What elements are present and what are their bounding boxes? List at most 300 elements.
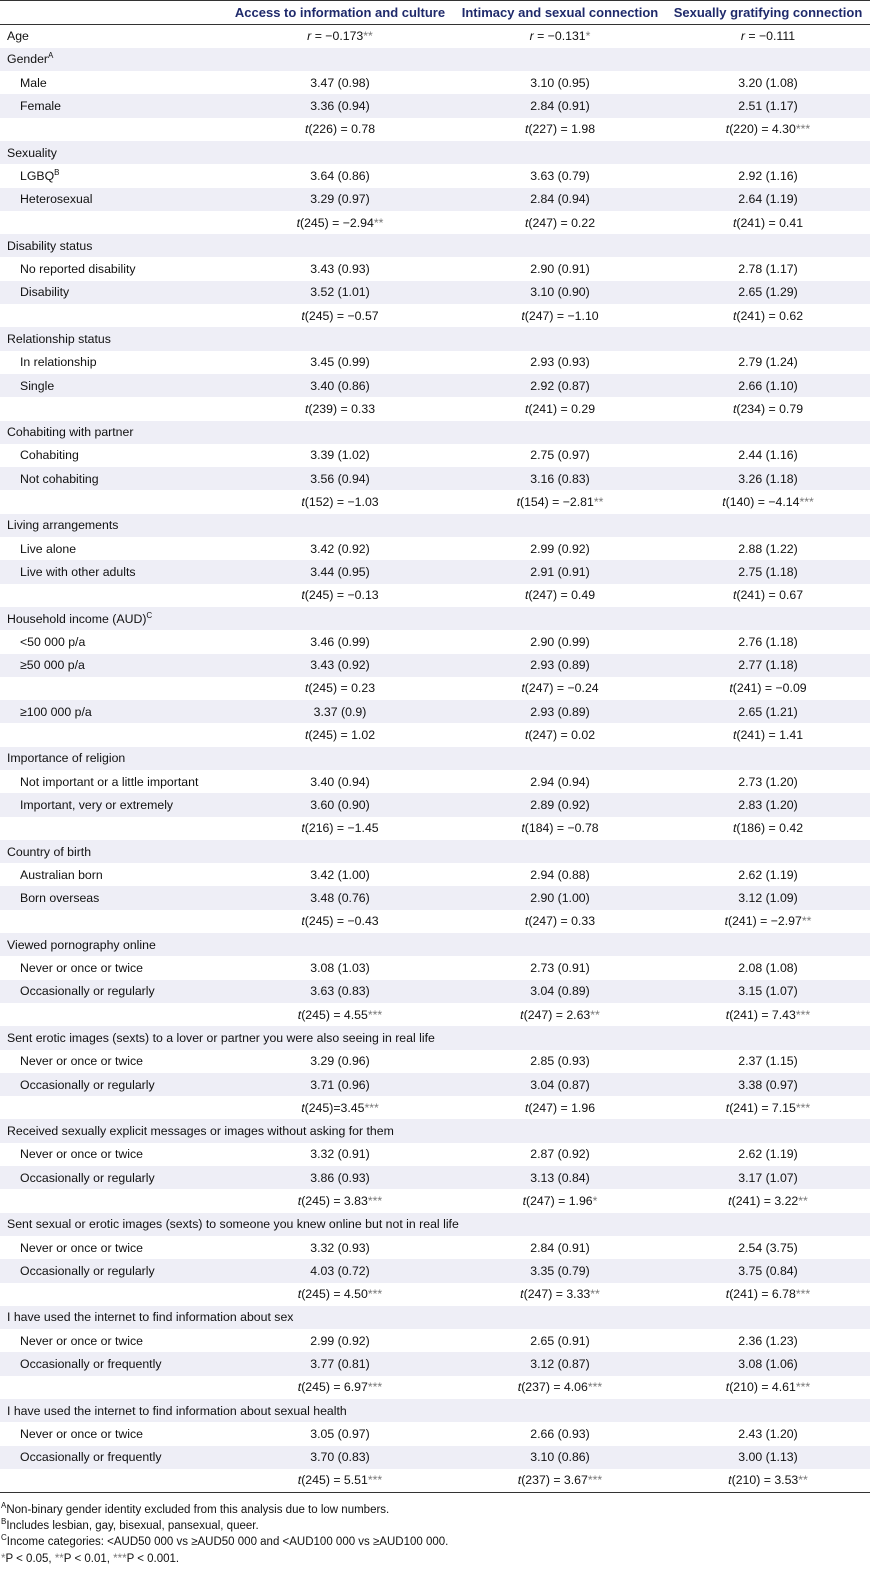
cell-col-1: t(239) = 0.33 bbox=[304, 401, 376, 416]
footnote-text: Non-binary gender identity excluded from this analysis due to low numbers. bbox=[6, 1504, 390, 1516]
row-label bbox=[0, 1352, 226, 1375]
cell-col-3: 3.12 (1.09) bbox=[738, 891, 798, 906]
cell-col-1: 3.42 (1.00) bbox=[310, 867, 370, 882]
cell-col-1: 3.42 (0.92) bbox=[310, 541, 370, 556]
row-label bbox=[0, 1283, 226, 1306]
cell-col-2 bbox=[454, 1119, 666, 1142]
row-label-text: Received sexually explicit messages or images without asking for them bbox=[7, 1124, 394, 1139]
row-label-text: Single bbox=[20, 378, 55, 393]
cell-col-2: t(227) = 1.98 bbox=[524, 122, 596, 137]
cell-col-1: t(245) = −0.57 bbox=[301, 308, 379, 323]
row-label bbox=[0, 677, 226, 700]
cell-col-1: t(245) = 3.83*** bbox=[297, 1193, 383, 1208]
table-row bbox=[0, 257, 870, 280]
table-row bbox=[0, 397, 870, 420]
table-row bbox=[0, 630, 870, 653]
cell-col-3: t(220) = 4.30*** bbox=[725, 122, 811, 137]
cell-col-3: t(234) = 0.79 bbox=[732, 401, 804, 416]
cell-col-1: t(245) = −0.13 bbox=[301, 588, 379, 603]
cell-col-2: 3.35 (0.79) bbox=[530, 1263, 590, 1278]
row-label bbox=[0, 1166, 226, 1189]
cell-col-1 bbox=[226, 747, 454, 770]
cell-col-2: t(154) = −2.81** bbox=[516, 495, 604, 510]
cell-col-1: 3.46 (0.99) bbox=[310, 634, 370, 649]
table-row bbox=[0, 1119, 870, 1142]
cell-col-3: 3.15 (1.07) bbox=[738, 984, 798, 999]
cell-col-1 bbox=[226, 514, 454, 537]
row-section-label bbox=[0, 840, 226, 863]
cell-col-1: t(245) = −2.94** bbox=[296, 215, 384, 230]
cell-col-2 bbox=[454, 234, 666, 257]
cell-col-3: 2.65 (1.21) bbox=[738, 704, 798, 719]
cell-col-2: 3.13 (0.84) bbox=[530, 1170, 590, 1185]
table-row bbox=[0, 94, 870, 117]
cell-col-2: 2.92 (0.87) bbox=[530, 378, 590, 393]
cell-col-1: t(245) = 4.50*** bbox=[297, 1287, 383, 1302]
row-section-label bbox=[0, 48, 226, 71]
cell-col-3 bbox=[666, 1026, 870, 1049]
row-label bbox=[0, 537, 226, 560]
row-label-text: Disability bbox=[20, 285, 70, 300]
table-row bbox=[0, 886, 870, 909]
cell-col-3: 2.73 (1.20) bbox=[738, 774, 798, 789]
cell-col-3: 2.78 (1.17) bbox=[738, 262, 798, 277]
row-label-text: Occasionally or regularly bbox=[20, 1077, 155, 1092]
table-row bbox=[0, 793, 870, 816]
row-label bbox=[0, 1073, 226, 1096]
row-label bbox=[0, 1189, 226, 1212]
cell-col-2 bbox=[454, 141, 666, 164]
cell-col-2: 3.16 (0.83) bbox=[530, 471, 590, 486]
row-label-text: Living arrangements bbox=[7, 518, 119, 533]
row-section-label bbox=[0, 1026, 435, 1049]
cell-col-2 bbox=[454, 514, 666, 537]
table-row bbox=[0, 421, 870, 444]
cell-col-3 bbox=[666, 747, 870, 770]
table-row bbox=[0, 1213, 870, 1236]
cell-col-2: t(247) = 0.33 bbox=[524, 914, 596, 929]
row-label-text: Cohabiting bbox=[20, 448, 79, 463]
cell-col-3: 2.75 (1.18) bbox=[738, 564, 798, 579]
cell-col-2 bbox=[454, 1213, 666, 1236]
table-row bbox=[0, 607, 870, 630]
cell-col-3 bbox=[666, 1119, 870, 1142]
table-row bbox=[0, 723, 870, 746]
cell-col-1: 3.47 (0.98) bbox=[310, 75, 370, 90]
cell-col-3 bbox=[666, 840, 870, 863]
row-label bbox=[0, 467, 226, 490]
row-label-text: Live alone bbox=[20, 541, 77, 556]
table-row bbox=[0, 48, 870, 71]
cell-col-2 bbox=[454, 933, 666, 956]
row-label-text: Male bbox=[20, 75, 47, 90]
cell-col-2: t(184) = −0.78 bbox=[521, 821, 599, 836]
row-label-text: Never or once or twice bbox=[20, 961, 144, 976]
table-row bbox=[0, 910, 870, 933]
cell-col-3 bbox=[666, 933, 870, 956]
cell-col-1: 3.77 (0.81) bbox=[310, 1357, 370, 1372]
cell-col-1: 3.29 (0.97) bbox=[310, 192, 370, 207]
row-label-text: Never or once or twice bbox=[20, 1426, 144, 1441]
cell-col-2: 2.65 (0.91) bbox=[530, 1333, 590, 1348]
cell-col-1 bbox=[226, 933, 454, 956]
table-row bbox=[0, 281, 870, 304]
cell-col-2: 3.10 (0.90) bbox=[530, 285, 590, 300]
cell-col-2: 2.93 (0.89) bbox=[530, 704, 590, 719]
cell-col-1: 3.43 (0.93) bbox=[310, 262, 370, 277]
table-row bbox=[0, 1376, 870, 1399]
cell-col-3 bbox=[666, 514, 870, 537]
table-row bbox=[0, 327, 870, 350]
cell-col-2: 3.10 (0.95) bbox=[530, 75, 590, 90]
row-label-text: Household income (AUD) bbox=[7, 611, 147, 626]
table-row bbox=[0, 1026, 870, 1049]
row-label-text: No reported disability bbox=[20, 262, 136, 277]
cell-col-3 bbox=[666, 234, 870, 257]
row-label-text: Never or once or twice bbox=[20, 1054, 144, 1069]
table-row bbox=[0, 770, 870, 793]
cell-col-2 bbox=[454, 421, 666, 444]
cell-col-1: t(245) = 6.97*** bbox=[297, 1380, 383, 1395]
cell-col-1: 3.36 (0.94) bbox=[310, 99, 370, 114]
row-label bbox=[0, 1469, 226, 1492]
cell-col-3: t(140) = −4.14*** bbox=[722, 495, 814, 510]
footnote-marker: B bbox=[54, 167, 60, 177]
table-row bbox=[0, 490, 870, 513]
cell-col-2: t(237) = 3.67*** bbox=[454, 1469, 666, 1492]
cell-col-1 bbox=[226, 421, 454, 444]
header-stub bbox=[0, 1, 226, 25]
row-label bbox=[0, 1050, 226, 1073]
footnote-line bbox=[1, 1502, 861, 1518]
cell-col-2: 3.12 (0.87) bbox=[530, 1357, 590, 1372]
cell-col-2 bbox=[454, 1026, 666, 1049]
row-label-text: Disability status bbox=[7, 238, 93, 253]
cell-col-2: t(247) = 0.49 bbox=[524, 588, 596, 603]
cell-col-3: 2.76 (1.18) bbox=[738, 634, 798, 649]
cell-col-2: 2.93 (0.89) bbox=[530, 658, 590, 673]
cell-col-2: 2.94 (0.88) bbox=[530, 867, 590, 882]
cell-col-3 bbox=[666, 1213, 870, 1236]
table-row bbox=[0, 118, 870, 141]
row-label bbox=[0, 188, 226, 211]
footnote-text: Includes lesbian, gay, bisexual, pansexual, queer. bbox=[6, 1520, 259, 1533]
cell-col-2: 2.90 (0.99) bbox=[530, 634, 590, 649]
cell-col-1 bbox=[226, 607, 454, 630]
row-label bbox=[0, 1236, 226, 1259]
table-row bbox=[0, 1259, 870, 1282]
header-row bbox=[0, 1, 870, 25]
row-label bbox=[0, 886, 226, 909]
cell-col-2: 2.85 (0.93) bbox=[530, 1054, 590, 1069]
table-row bbox=[0, 1446, 870, 1469]
row-section-label bbox=[0, 421, 226, 444]
row-label-text: Heterosexual bbox=[20, 192, 93, 207]
cell-col-3: t(241) = 7.43*** bbox=[725, 1007, 811, 1022]
cell-col-3: r = −0.111 bbox=[740, 29, 796, 44]
table-row bbox=[0, 1073, 870, 1096]
table-row bbox=[0, 1306, 870, 1329]
cell-col-3: 2.88 (1.22) bbox=[738, 541, 798, 556]
row-label-text: Cohabiting with partner bbox=[7, 425, 134, 440]
cell-col-2: t(247) = 0.02 bbox=[524, 728, 596, 743]
table-row bbox=[0, 188, 870, 211]
table-row bbox=[0, 1050, 870, 1073]
row-section-label bbox=[0, 327, 226, 350]
footnote-line bbox=[1, 1551, 861, 1567]
row-label bbox=[0, 956, 226, 979]
cell-col-2: 2.89 (0.92) bbox=[530, 797, 590, 812]
row-label bbox=[0, 1259, 226, 1282]
row-label bbox=[0, 118, 226, 141]
cell-col-1: 3.40 (0.94) bbox=[310, 774, 370, 789]
row-label bbox=[0, 654, 226, 677]
cell-col-3: 2.51 (1.17) bbox=[738, 99, 798, 114]
row-section-label bbox=[0, 1213, 459, 1236]
cell-col-1: 3.39 (1.02) bbox=[310, 448, 370, 463]
row-label bbox=[0, 257, 226, 280]
cell-col-1: 3.71 (0.96) bbox=[310, 1077, 370, 1092]
row-section-label bbox=[0, 933, 226, 956]
header-access-to-information: Access to information and culture bbox=[226, 1, 454, 25]
row-label bbox=[0, 584, 226, 607]
cell-col-3: t(241) = 7.15*** bbox=[725, 1100, 811, 1115]
cell-col-1: 3.64 (0.86) bbox=[310, 168, 370, 183]
row-label-text: I have used the internet to find information about sexual health bbox=[7, 1403, 347, 1418]
cell-col-3: 3.38 (0.97) bbox=[738, 1077, 798, 1092]
row-label bbox=[0, 1329, 226, 1352]
cell-col-2: 2.99 (0.92) bbox=[530, 541, 590, 556]
row-label-text: Never or once or twice bbox=[20, 1333, 144, 1348]
cell-col-3: t(241) = 0.41 bbox=[732, 215, 804, 230]
table-row bbox=[0, 1096, 870, 1119]
table-header bbox=[0, 1, 870, 25]
row-label bbox=[0, 281, 226, 304]
footnote-line bbox=[1, 1518, 861, 1534]
row-section-label bbox=[0, 747, 226, 770]
cell-col-2: 2.84 (0.91) bbox=[530, 99, 590, 114]
row-section-label bbox=[0, 607, 226, 630]
cell-col-2 bbox=[454, 747, 666, 770]
table-row bbox=[0, 304, 870, 327]
cell-col-1: t(216) = −1.45 bbox=[301, 821, 379, 836]
table-row bbox=[0, 1189, 870, 1212]
table-row bbox=[0, 537, 870, 560]
table-row bbox=[0, 1143, 870, 1166]
row-section-label bbox=[0, 141, 226, 164]
row-label bbox=[0, 444, 226, 467]
row-label bbox=[0, 374, 226, 397]
cell-col-2: t(247) = −0.24 bbox=[521, 681, 599, 696]
cell-col-3: 2.62 (1.19) bbox=[738, 1147, 798, 1162]
table-row bbox=[0, 1236, 870, 1259]
cell-col-2 bbox=[454, 840, 666, 863]
cell-col-1: 4.03 (0.72) bbox=[310, 1263, 370, 1278]
cell-col-1: 3.37 (0.9) bbox=[313, 704, 367, 719]
cell-col-2: t(241) = 0.29 bbox=[524, 401, 596, 416]
row-label bbox=[0, 700, 226, 723]
cell-col-1: 3.70 (0.83) bbox=[310, 1450, 370, 1465]
cell-col-3 bbox=[666, 141, 870, 164]
cell-col-3 bbox=[666, 1306, 870, 1329]
row-label-text: Relationship status bbox=[7, 332, 111, 346]
cell-col-2: 3.63 (0.79) bbox=[530, 168, 590, 183]
row-label-text: Female bbox=[20, 99, 62, 114]
cell-col-3: 2.77 (1.18) bbox=[738, 658, 798, 673]
row-label bbox=[0, 770, 226, 793]
row-label-text: Gender bbox=[7, 52, 49, 67]
cell-col-3: 2.62 (1.19) bbox=[738, 867, 798, 882]
row-label bbox=[0, 910, 226, 933]
cell-col-1: 3.44 (0.95) bbox=[310, 564, 370, 579]
table-row bbox=[0, 211, 870, 234]
cell-col-3: t(241) = −0.09 bbox=[729, 681, 807, 696]
table-row bbox=[0, 677, 870, 700]
table-row bbox=[0, 25, 870, 48]
cell-col-1: t(245) = 1.02 bbox=[304, 728, 376, 743]
cell-col-3: 2.08 (1.08) bbox=[738, 961, 798, 976]
row-label-text: <50 000 p/a bbox=[20, 634, 86, 649]
cell-col-1: 2.99 (0.92) bbox=[310, 1333, 370, 1348]
cell-col-1: 3.48 (0.76) bbox=[310, 891, 370, 906]
table-footnotes bbox=[0, 1502, 861, 1567]
row-label-text: Sent sexual or erotic images (sexts) to someone you knew online but not in real life bbox=[7, 1217, 459, 1232]
row-label bbox=[0, 1376, 226, 1399]
table-row bbox=[0, 863, 870, 886]
row-label-text: Australian born bbox=[20, 867, 103, 882]
footnote-line bbox=[1, 1534, 861, 1550]
row-label bbox=[0, 793, 226, 816]
row-label bbox=[0, 490, 226, 513]
cell-col-2: 3.10 (0.86) bbox=[530, 1450, 590, 1465]
cell-col-3: 2.65 (1.29) bbox=[738, 285, 798, 300]
row-label-text: Occasionally or regularly bbox=[20, 984, 155, 999]
cell-col-3: 2.83 (1.20) bbox=[738, 797, 798, 812]
cell-col-1: 3.56 (0.94) bbox=[310, 471, 370, 486]
table-row bbox=[0, 514, 870, 537]
cell-col-1: t(245) = 5.51*** bbox=[226, 1469, 454, 1492]
footnote-marker: C bbox=[146, 610, 153, 620]
cell-col-2: 2.75 (0.97) bbox=[530, 448, 590, 463]
cell-col-3: 3.75 (0.84) bbox=[738, 1263, 798, 1278]
cell-col-2: 2.94 (0.94) bbox=[530, 774, 590, 789]
cell-col-1 bbox=[226, 327, 454, 350]
table-row bbox=[0, 1399, 870, 1422]
table-row bbox=[0, 933, 870, 956]
row-label bbox=[0, 1003, 226, 1026]
cell-col-3: t(186) = 0.42 bbox=[732, 821, 804, 836]
cell-col-2: 2.93 (0.93) bbox=[530, 355, 590, 370]
row-section-label bbox=[0, 1306, 294, 1329]
table-row bbox=[0, 654, 870, 677]
cell-col-2: 3.04 (0.87) bbox=[530, 1077, 590, 1092]
table-row bbox=[0, 1166, 870, 1189]
cell-col-3 bbox=[666, 1399, 870, 1422]
cell-col-2 bbox=[454, 48, 666, 71]
cell-col-1: 3.40 (0.86) bbox=[310, 378, 370, 393]
cell-col-1: 3.05 (0.97) bbox=[310, 1426, 370, 1441]
cell-col-3: 2.44 (1.16) bbox=[738, 448, 798, 463]
cell-col-1: t(245) = −0.43 bbox=[301, 914, 379, 929]
cell-col-3: t(241) = 6.78*** bbox=[725, 1287, 811, 1302]
cell-col-1 bbox=[226, 234, 454, 257]
cell-col-3: 3.26 (1.18) bbox=[738, 471, 798, 486]
row-label bbox=[0, 863, 226, 886]
cell-col-2: 2.84 (0.91) bbox=[530, 1240, 590, 1255]
row-label bbox=[0, 94, 226, 117]
row-label-text: Never or once or twice bbox=[20, 1240, 144, 1255]
cell-col-1 bbox=[226, 48, 454, 71]
row-label bbox=[0, 630, 226, 653]
row-label bbox=[0, 351, 226, 374]
cell-col-1: t(245) = 4.55*** bbox=[297, 1007, 383, 1022]
row-label-text: Sent erotic images (sexts) to a lover or partner you were also seeing in real life bbox=[7, 1030, 435, 1045]
table-row bbox=[0, 374, 870, 397]
row-label-text: Importance of religion bbox=[7, 751, 126, 766]
cell-col-2: t(247) = 1.96 bbox=[524, 1100, 596, 1115]
row-label-text: Occasionally or regularly bbox=[20, 1170, 155, 1185]
cell-col-3: 2.36 (1.23) bbox=[738, 1333, 798, 1348]
footnote-text: Income categories: <AUD50 000 vs ≥AUD50 000 and <AUD100 000 vs ≥AUD100 000. bbox=[6, 1536, 449, 1549]
cell-col-2: t(247) = 3.33** bbox=[520, 1287, 600, 1302]
table-row bbox=[0, 584, 870, 607]
table-row bbox=[0, 817, 870, 840]
cell-col-2 bbox=[454, 1399, 666, 1422]
cell-col-1: 3.08 (1.03) bbox=[310, 961, 370, 976]
row-label-text: Live with other adults bbox=[20, 564, 136, 579]
table-row bbox=[0, 956, 870, 979]
cell-col-1 bbox=[226, 840, 454, 863]
cell-col-3: 2.92 (1.16) bbox=[738, 168, 798, 183]
row-label-text: Born overseas bbox=[20, 891, 100, 906]
cell-col-2: 2.87 (0.92) bbox=[530, 1147, 590, 1162]
cell-col-3 bbox=[666, 421, 870, 444]
row-label-text: ≥100 000 p/a bbox=[20, 704, 92, 719]
table-row bbox=[0, 71, 870, 94]
row-label bbox=[0, 71, 226, 94]
cell-col-3 bbox=[666, 607, 870, 630]
table-row bbox=[0, 747, 870, 770]
cell-col-3: 3.20 (1.08) bbox=[738, 75, 798, 90]
footnote-marker: A bbox=[48, 51, 54, 61]
table-row bbox=[0, 351, 870, 374]
cell-col-2: t(247) = 0.22 bbox=[524, 215, 596, 230]
table-row bbox=[0, 1469, 870, 1492]
cell-col-2: t(247) = −1.10 bbox=[521, 308, 599, 323]
cell-col-1: 3.60 (0.90) bbox=[310, 797, 370, 812]
cell-col-1: 3.32 (0.93) bbox=[310, 1240, 370, 1255]
cell-col-3: 2.66 (1.10) bbox=[738, 378, 798, 393]
cell-col-2: 2.84 (0.94) bbox=[530, 192, 590, 207]
cell-col-3: t(241) = −2.97** bbox=[724, 914, 812, 929]
table-row bbox=[0, 1283, 870, 1306]
footnote-marker: A bbox=[1, 1501, 7, 1510]
cell-col-2 bbox=[454, 607, 666, 630]
cell-col-3: t(210) = 4.61*** bbox=[725, 1380, 811, 1395]
row-label bbox=[0, 817, 226, 840]
row-label bbox=[0, 304, 226, 327]
cell-col-3: t(241) = 0.62 bbox=[732, 308, 804, 323]
row-label bbox=[0, 1143, 226, 1166]
table-row bbox=[0, 467, 870, 490]
cell-col-1: r = −0.173** bbox=[307, 29, 373, 44]
cell-col-3: t(241) = 0.67 bbox=[732, 588, 804, 603]
cell-col-3: 2.79 (1.24) bbox=[738, 355, 798, 370]
row-label-text: Sexuality bbox=[7, 145, 57, 160]
footnote-marker: C bbox=[1, 1533, 7, 1543]
cell-col-3: 2.54 (3.75) bbox=[738, 1240, 798, 1255]
row-label-text: In relationship bbox=[20, 355, 97, 370]
